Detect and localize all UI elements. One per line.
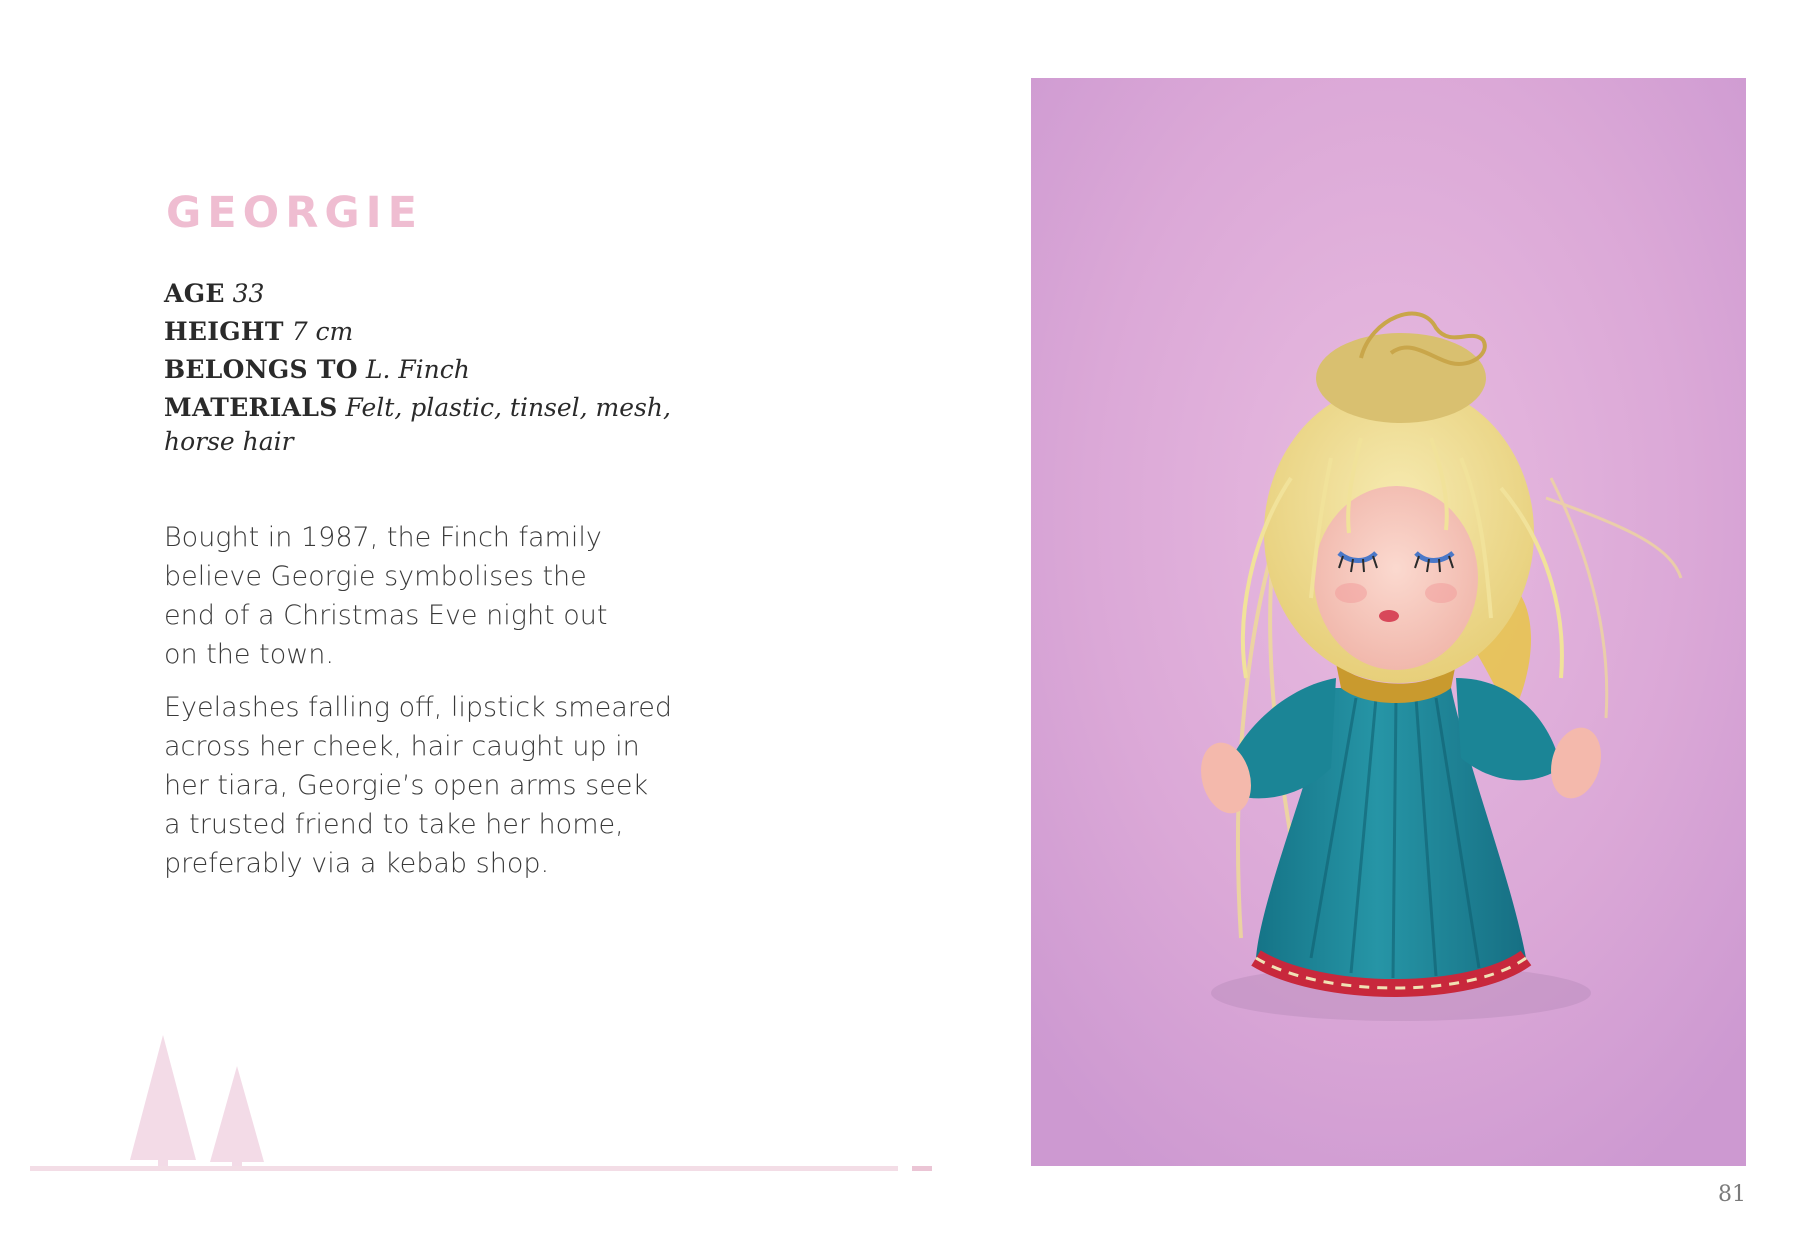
story-line: Eyelashes falling off, lipstick smeared	[164, 692, 673, 723]
fact-materials-value-cont: horse hair	[164, 427, 294, 456]
fact-materials-label: MATERIALS	[164, 393, 338, 422]
fact-belongs-value: L. Finch	[365, 355, 470, 384]
story-line: Bought in 1987, the Finch family	[164, 522, 602, 553]
fact-materials-value: Felt, plastic, tinsel, mesh,	[345, 393, 671, 422]
decorative-baseline-dash	[912, 1166, 932, 1171]
fact-height	[164, 313, 704, 351]
doll-story	[164, 518, 724, 897]
doll-photograph	[1031, 78, 1746, 1166]
christmas-trees-icon	[120, 1030, 280, 1170]
story-paragraph-1	[164, 518, 724, 674]
story-line: end of a Christmas Eve night out	[164, 600, 608, 631]
story-line: a trusted friend to take her home,	[164, 809, 624, 840]
story-line: believe Georgie symbolises the	[164, 561, 587, 592]
story-line: on the town.	[164, 639, 334, 670]
page-number: 81	[1718, 1182, 1746, 1207]
story-paragraph-2	[164, 688, 724, 883]
story-line: across her cheek, hair caught up in	[164, 731, 640, 762]
fact-height-label: HEIGHT	[164, 317, 284, 346]
decorative-baseline	[30, 1166, 898, 1171]
story-line: her tiara, Georgie’s open arms seek	[164, 770, 649, 801]
fact-age-label: AGE	[164, 279, 225, 308]
fact-belongs-label: BELONGS TO	[164, 355, 358, 384]
fact-belongs-to	[164, 351, 704, 389]
fact-height-value: 7 cm	[291, 317, 354, 346]
fact-age-value: 33	[232, 279, 265, 308]
fact-materials	[164, 389, 704, 457]
story-line: preferably via a kebab shop.	[164, 848, 550, 879]
fact-age	[164, 275, 704, 313]
doll-name-title: GEORGIE	[166, 188, 423, 238]
doll-facts	[164, 275, 704, 457]
